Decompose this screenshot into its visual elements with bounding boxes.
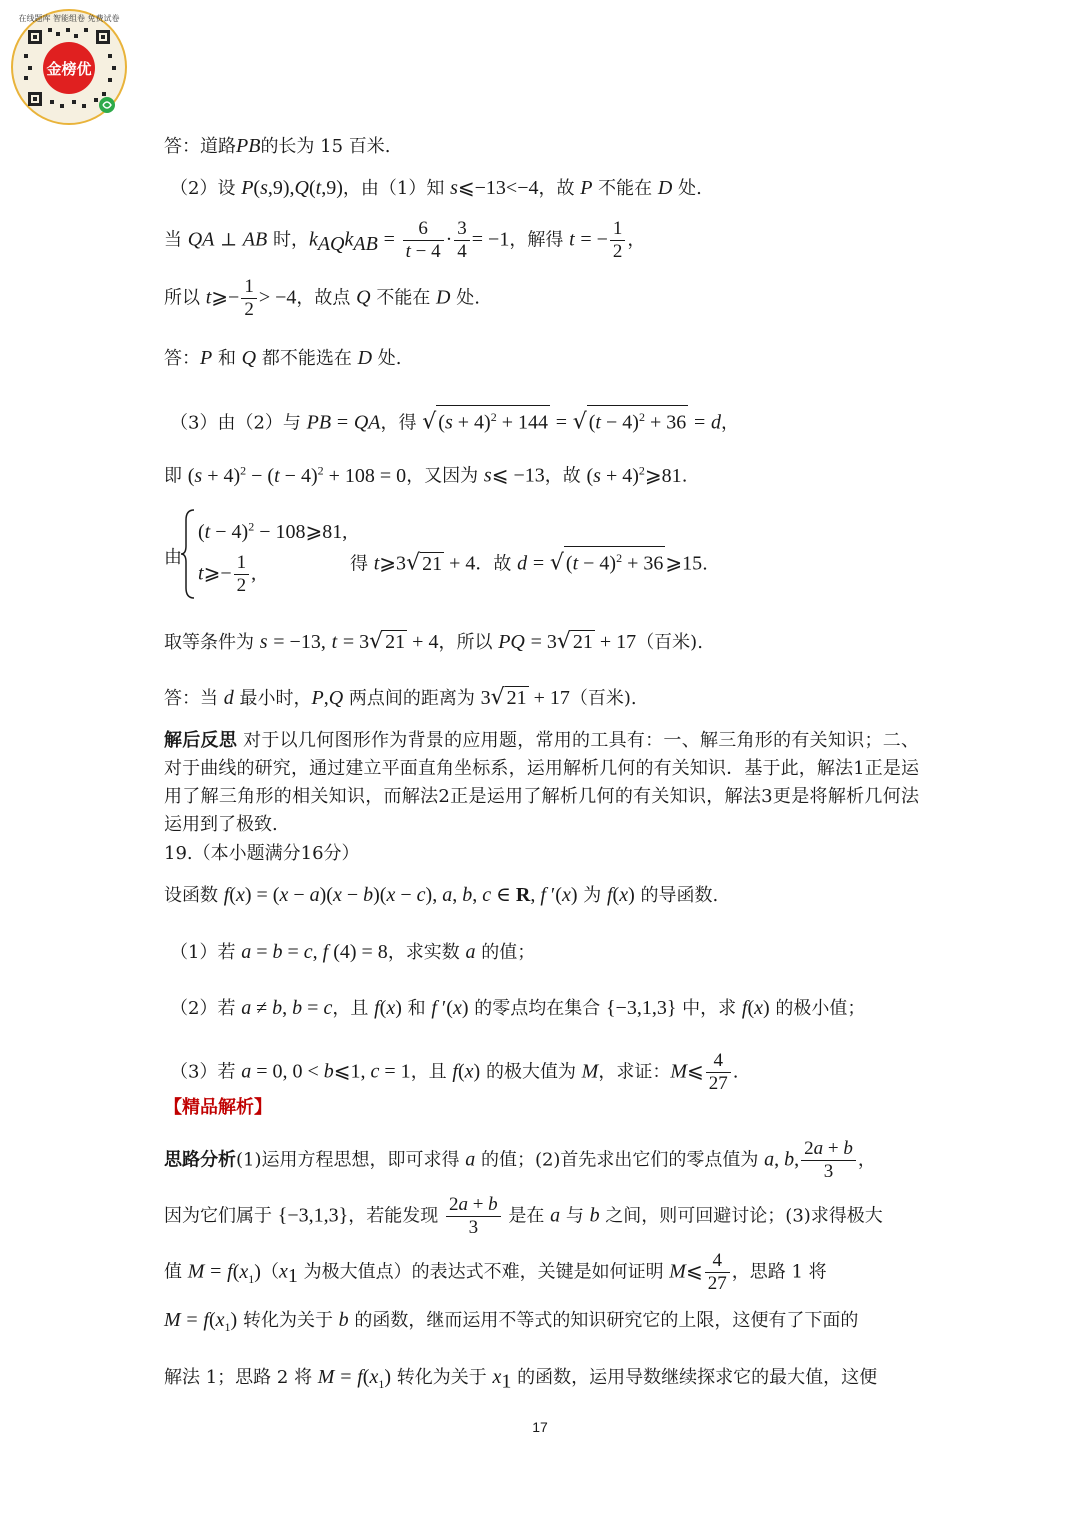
question-19-header: 19.（本小题满分16分） [164, 843, 360, 864]
solution-line-2: （2）设 P(s,9),Q(t,9)，由（1）知 s⩽−13<−4，故 P 不能在 D 处. [170, 177, 702, 199]
solution-line-7: 即 $(s + 4)^2 - (t - 4)^2 + 108 = 0$，又因为 s⩽ −13，故 $(s + 4)^2⩾81$. [164, 463, 688, 487]
reflection-paragraph [164, 727, 919, 839]
system-eq-1: $(t - 4)^2$ − 108⩾81, [198, 519, 348, 543]
system-eq-2: t⩾− $\frac{1}{2}$ , [198, 552, 257, 596]
logo-brand-text: 金榜优 [46, 60, 92, 78]
analysis-line-1: 思路分析(1)运用方程思想，即可求得 a 的值；(2)首先求出它们的零点值为 a, b, $\frac{2a + b}{3}$ ， [164, 1138, 876, 1182]
answer-line-10: 答：当 d 最小时，P,Q 两点间的距离为 3√ 21 + 17（百米). [164, 685, 637, 710]
reflection-body: 对于以几何图形作为背景的应用题，常用的工具有：一、解三角形的有关知识；二、对于曲线的研究，通过建立平面直角坐标系，运用解析几何的有关知识．基于此，解法1正是运用了解三角形的相关知识，而解法2正是运用了解析几何的有关知识，解法3更是将解析几何法运用到了极致. [164, 730, 919, 835]
solution-line-6: （3）由（2）与 PB = QA，得 √ $(s + 4)^2 + 144$ = √ $(t - 4)^2 + 36 = d$， [170, 403, 739, 436]
solution-line-8-label: 由 [164, 547, 182, 568]
solution-line-3: 当 QA ⊥ AB 时，$k_{AQ}k_{AB}$ = $\frac{6}{t - 4}$ · $\frac{3}{4}$ = −1，解得 t = − $\frac{1}{2}$ ， [164, 218, 646, 262]
reflection-title: 解后反思 [164, 730, 238, 751]
analysis-title: 思路分析 [164, 1149, 236, 1171]
question-19-stem: 设函数 f(x) = (x − a)(x − b)(x − c), a, b, c ∈ R, f ′(x) 为 f(x) 的导函数. [164, 884, 719, 906]
logo-ring-text: 在线题库 智能组卷 免费试卷 [18, 14, 120, 23]
solution-line-9: 取等条件为 s = −13, t = 3√ 21 + 4，所以 PQ = 3√ 21 + 17（百米). [164, 629, 703, 654]
analysis-line-3: 值 $M = f(x_1)(x_1$ 为极大值点）的表达式不难，关键是如何证明 M⩽ $\frac{4}{27}$ ，思路 1 将 [164, 1250, 827, 1294]
analysis-line-5: 解法 1；思路 2 将 $M = f(x_1)$ 转化为关于 $x_1$ 的函数，运用导数继续探求它的最大值，这便 [164, 1366, 878, 1393]
solution-line-8: 得 t⩾3√ 21 + 4．故 d = √ $(t - 4)^2 + 36$ ⩾15. [350, 544, 708, 577]
answer-line-5: 答：P 和 Q 都不能选在 D 处. [164, 347, 402, 369]
analysis-line-4: $M = f(x_1)$ 转化为关于 b 的函数，继而运用不等式的知识研究它的上限，这便有了下面的 [164, 1309, 859, 1334]
answer-line-1: 答：道路PB的长为 15 百米. [164, 135, 391, 157]
question-19-part-3: （3）若 a = 0, 0 < b⩽1, c = 1，且 f(x) 的极大值为 M，求证：M⩽ $\frac{4}{27}$ . [170, 1050, 739, 1094]
analysis-tag: 【精品解析】 [164, 1097, 272, 1118]
page-number: 17 [532, 1419, 548, 1435]
analysis-line-2: 因为它们属于 {−3,1,3}，若能发现 $\frac{2a + b}{3}$ 是在 a 与 b 之间，则可回避讨论；(3)求得极大 [164, 1194, 883, 1238]
brand-qr-logo [10, 8, 128, 126]
question-19-part-1: （1）若 a = b = c, f (4) = 8，求实数 a 的值； [170, 941, 536, 963]
question-19-part-2: （2）若 a ≠ b, b = c，且 f(x) 和 f ′(x) 的零点均在集合 {−3,1,3} 中，求 f(x) 的极小值； [170, 997, 866, 1019]
solution-line-4: 所以 t⩾− $\frac{1}{2}$ > −4，故点 Q 不能在 D 处. [164, 276, 480, 320]
system-brace [180, 508, 196, 600]
